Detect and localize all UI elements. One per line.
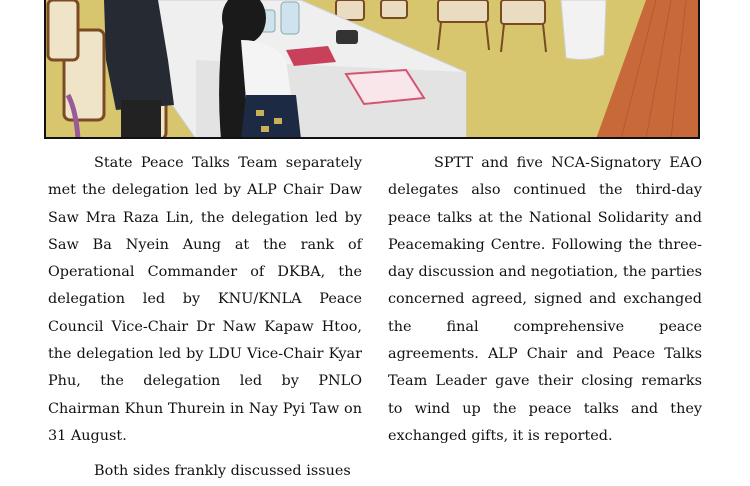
article-left-column	[48, 150, 362, 486]
water-bottle	[281, 2, 299, 34]
paragraph-discussion: Both sides frankly discussed issues	[94, 463, 351, 480]
paragraph-meetings: State Peace Talks Team separately met the delegation led by ALP Chair Daw Saw Mra Raza Lin, the delegation led by Saw Ba Nyein Aung at the rank of Operational Commander of DKBA, the delegation led by KNU/KNLA Peace Council Vice-Chair Dr Naw Kapaw Htoo, the delegation led by LDU Vice-Chair Kyar Phu, the delegation led by PNLO Chairman Khun Thurein in Nay Pyi Taw on 31 August.	[48, 155, 362, 444]
pillar-drape	[561, 0, 606, 59]
meeting-photo	[44, 0, 700, 139]
meeting-scene	[46, 0, 700, 139]
paragraph-agreements: SPTT and five NCA-Signatory EAO delegates also continued the third-day peace talks at the National Solidarity and Peacemaking Centre. Following the three-day discussion and negotiation, the parties concerned agreed, signed and exchanged the final comprehensive peace agreements. ALP Chair and Peace Talks Team Leader gave their closing remarks to wind up the peace talks and they exchanged gifts, it is reported.	[388, 155, 702, 444]
microphone-base	[336, 30, 358, 44]
article-right-column	[388, 150, 702, 450]
